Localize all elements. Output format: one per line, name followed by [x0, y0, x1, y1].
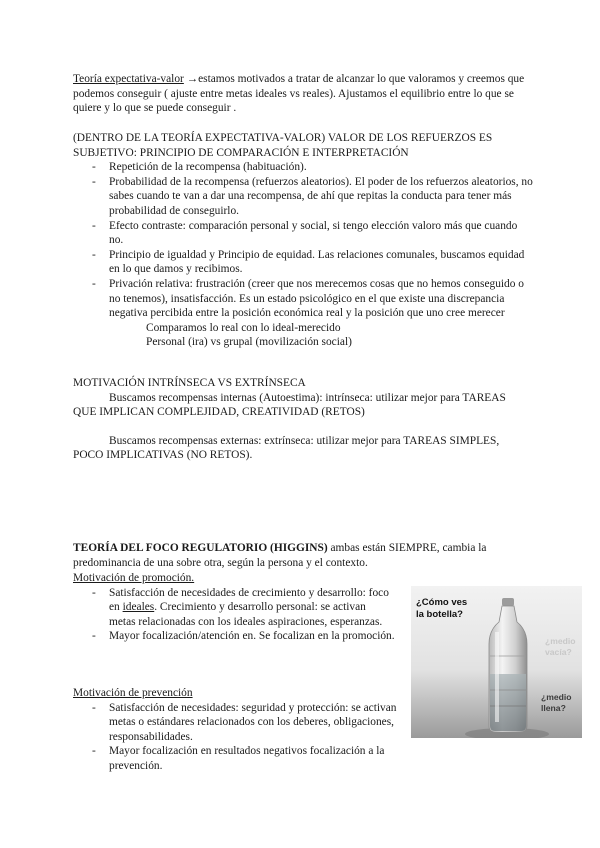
refuerzos-sub-1: Comparamos lo real con lo ideal-merecido — [146, 321, 341, 334]
list-item: - Efecto contraste: comparación personal y social, si tengo elección valoro más que cuando no. — [89, 219, 533, 248]
list-item: - Privación relativa: frustración (creer que nos merecemos cosas que no hemos conseguido o no tenemos), insatisfacción. Es un estado psicológico en el que existe una discrepancia negativa percibida entre la posición económica real y la posición que uno cree merecer — [89, 277, 533, 321]
motivacion-section — [73, 376, 529, 463]
motivacion-p1: Buscamos recompensas internas (Autoestima): intrínseca: utilizar mejor para TAREAS QUE IMPLICAN COMPLEJIDAD, CREATIVIDAD (RETOS) — [73, 391, 506, 419]
intro-text: →estamos motivados a tratar de alcanzar lo que valoramos y creemos que podemos conseguir ( ajuste entre metas ideales vs reales). Ajustamos el equilibrio entre lo que se quiere y lo que se puede conseguir . — [73, 73, 525, 115]
image-empty-label: ¿medio vacía? — [545, 636, 576, 657]
prev-list — [89, 701, 409, 774]
motivacion-p2: Buscamos recompensas externas: extrínseca: utilizar mejor para TAREAS SIMPLES, POCO IMPLICATIVAS (NO RETOS). — [73, 434, 500, 462]
list-item: - Principio de igualdad y Principio de equidad. Las relaciones comunales, buscamos equidad en lo que damos y recibimos. — [89, 248, 533, 277]
promo-list — [89, 586, 395, 644]
foco-intro — [73, 541, 529, 570]
refuerzos-sub-2: Personal (ira) vs grupal (movilización social) — [146, 336, 352, 349]
foco-promocion — [73, 571, 395, 644]
foco-title: TEORÍA DEL FOCO REGULATORIO (HIGGINS) — [73, 542, 328, 554]
foco-title-rest: ambas están SIEMPRE, cambia la predominancia de una sobre otra, según la persona y el contexto. — [73, 542, 487, 569]
image-full-label: ¿medio llena? — [541, 692, 572, 713]
promo-heading: Motivación de promoción. — [73, 572, 195, 584]
ideales-text: ideales — [122, 601, 155, 614]
list-item: - Mayor focalización/atención en. Se focalizan en la promoción. — [89, 629, 395, 644]
prev-heading: Motivación de prevención — [73, 687, 193, 699]
bottle-image — [411, 586, 582, 738]
list-item: - Satisfacción de necesidades: seguridad y protección: se activan metas o estándares relacionados con los deberes, obligaciones, responsabilidades. — [89, 701, 409, 745]
list-item: - Mayor focalización en resultados negativos focalización a la prevención. — [89, 744, 409, 773]
refuerzos-list — [89, 160, 533, 321]
list-item: - Probabilidad de la recompensa (refuerzos aleatorios). El poder de los refuerzos aleatorios, no sabes cuando te van a dar una recompensa, de ahí que repitas la conducta para tener más probabilidad de conseguirlo. — [89, 175, 533, 219]
refuerzos-heading: (DENTRO DE LA TEORÍA EXPECTATIVA-VALOR) VALOR DE LOS REFUERZOS ES SUBJETIVO: PRINCIPIO DE COMPARACIÓN E INTERPRETACIÓN — [73, 132, 493, 159]
foco-prevencion — [73, 686, 409, 774]
list-item: - Repetición de la recompensa (habituación). — [89, 160, 533, 175]
list-item: - Satisfacción de necesidades de crecimiento y desarrollo: foco en ideales. Crecimiento y desarrollo personal: se activan metas relacionadas con los ideales aspiraciones, esperanzas. — [89, 586, 395, 630]
intro-term: Teoría expectativa-valor — [73, 73, 184, 85]
image-question: ¿Cómo ves la botella? — [416, 597, 468, 620]
intro-paragraph — [73, 72, 525, 116]
motivacion-heading: MOTIVACIÓN INTRÍNSECA VS EXTRÍNSECA — [73, 377, 306, 389]
refuerzos-section — [73, 131, 533, 350]
